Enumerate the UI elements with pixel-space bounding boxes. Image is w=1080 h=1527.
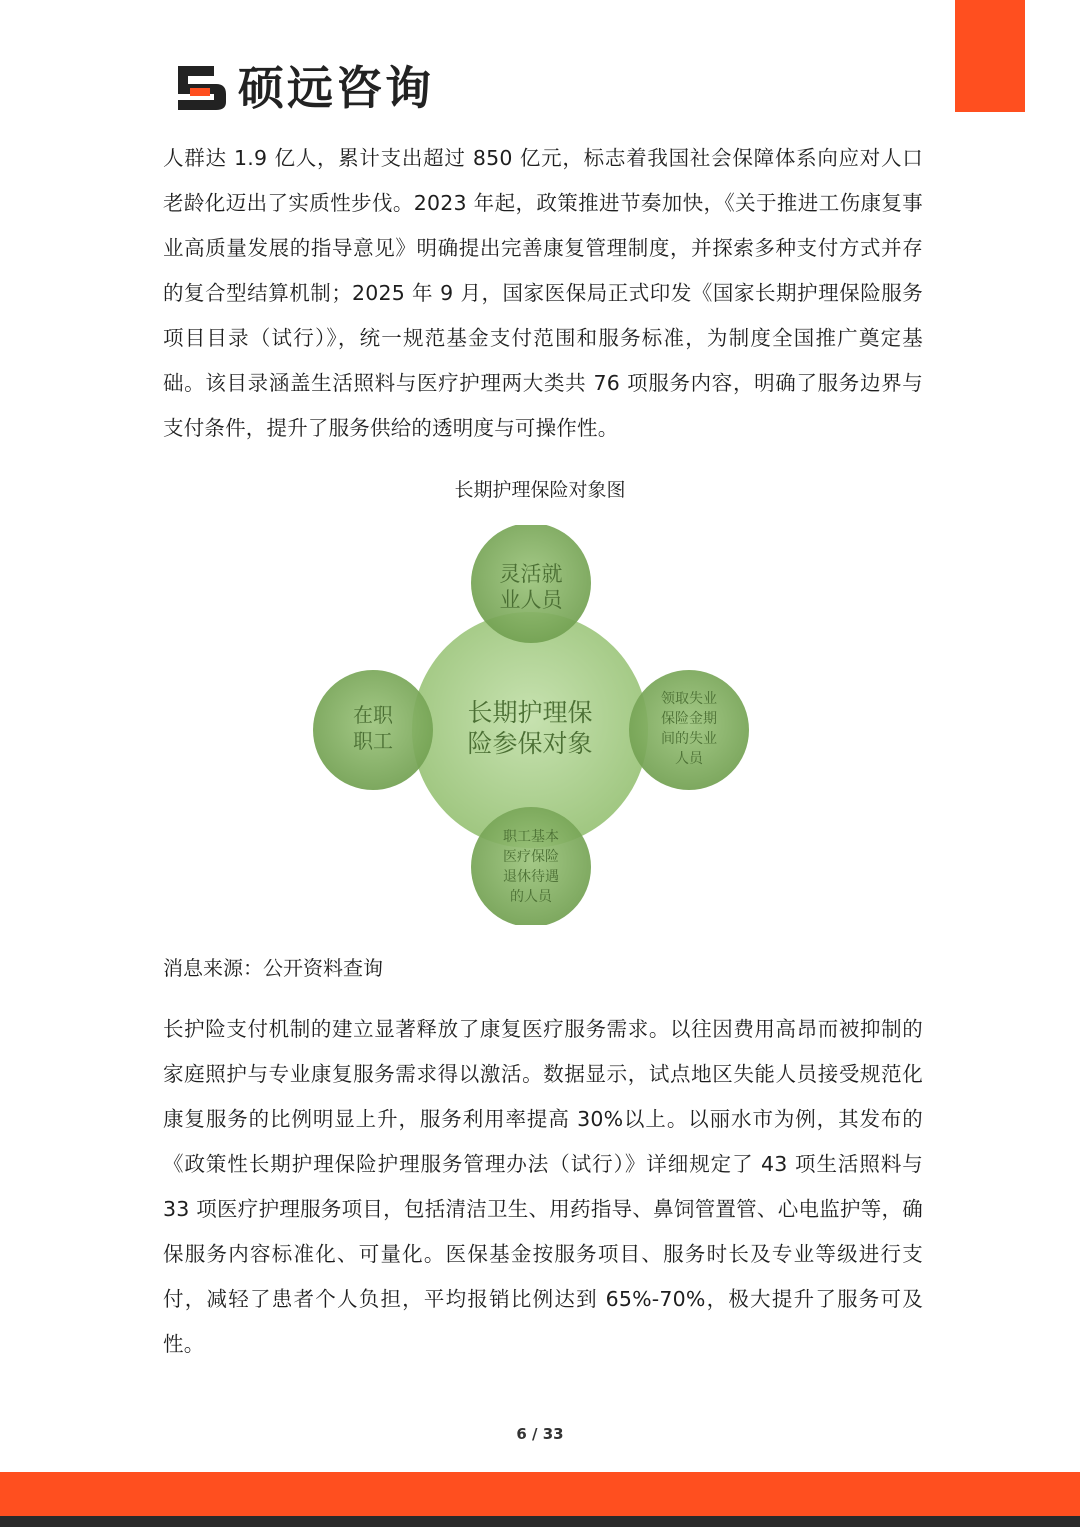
brand-logo bbox=[176, 62, 434, 114]
bottom-label-3: 退休待遇 bbox=[503, 869, 559, 885]
insurance-target-diagram bbox=[300, 525, 770, 925]
bottom-label-1: 职工基本 bbox=[503, 829, 559, 845]
right-label-2: 保险金期 bbox=[661, 711, 717, 727]
left-label-2: 职工 bbox=[353, 729, 393, 753]
figure-source: 消息来源：公开资料查询 bbox=[163, 956, 383, 980]
bottom-label-2: 医疗保险 bbox=[503, 849, 559, 865]
brand-name: 硕远咨询 bbox=[238, 61, 434, 115]
right-label-4: 人员 bbox=[675, 751, 703, 767]
s-logo-icon bbox=[176, 64, 228, 112]
center-label-1: 长期护理保 bbox=[467, 698, 593, 727]
center-label-2: 险参保对象 bbox=[467, 729, 593, 758]
body-paragraph-1: 人群达 1.9 亿人，累计支出超过 850 亿元，标志着我国社会保障体系向应对人口老龄化迈出了实质性步伐。2023 年起，政策推进节奏加快，《关于推进工伤康复事业高质量发展的指导意见》明确提出完善康复管理制度，并探索多种支付方式并存的复合型结算机制；2025 年 9 月，国家医保局正式印发《国家长期护理保险服务项目目录（试行）》，统一规范基金支付范围和服务标准，为制度全国推广奠定基础。该目录涵盖生活照料与医疗护理两大类共 76 项服务内容，明确了服务边界与支付条件，提升了服务供给的透明度与可操作性。 bbox=[163, 146, 923, 440]
right-label-1: 领取失业 bbox=[661, 691, 717, 707]
body-paragraph-2: 长护险支付机制的建立显著释放了康复医疗服务需求。以往因费用高昂而被抑制的家庭照护与专业康复服务需求得以激活。数据显示，试点地区失能人员接受规范化康复服务的比例明显上升，服务利用率提高 30%以上。以丽水市为例，其发布的《政策性长期护理保险护理服务管理办法（试行）》详细规定了 43 项生活照料与 33 项医疗护理服务项目，包括清洁卫生、用药指导、鼻饲管置管、心电监护等，确保服务内容标准化、可量化。医保基金按服务项目、服务时长及专业等级进行支付，减轻了患者个人负担，平均报销比例达到 65%-70%，极大提升了服务可及性。 bbox=[163, 1017, 923, 1356]
figure-title: 长期护理保险对象图 bbox=[454, 479, 626, 501]
right-label-3: 间的失业 bbox=[661, 731, 717, 747]
left-label-1: 在职 bbox=[353, 703, 393, 727]
footer-dark-strip bbox=[0, 1516, 1080, 1527]
footer-accent-bar bbox=[0, 1472, 1080, 1516]
corner-accent-block bbox=[955, 0, 1025, 112]
top-label-1: 灵活就 bbox=[499, 562, 563, 586]
bottom-circle bbox=[471, 807, 591, 925]
page-number: 6 / 33 bbox=[516, 1425, 564, 1443]
bottom-label-4: 的人员 bbox=[510, 889, 552, 905]
top-label-2: 业人员 bbox=[499, 588, 563, 612]
right-circle bbox=[629, 670, 749, 790]
